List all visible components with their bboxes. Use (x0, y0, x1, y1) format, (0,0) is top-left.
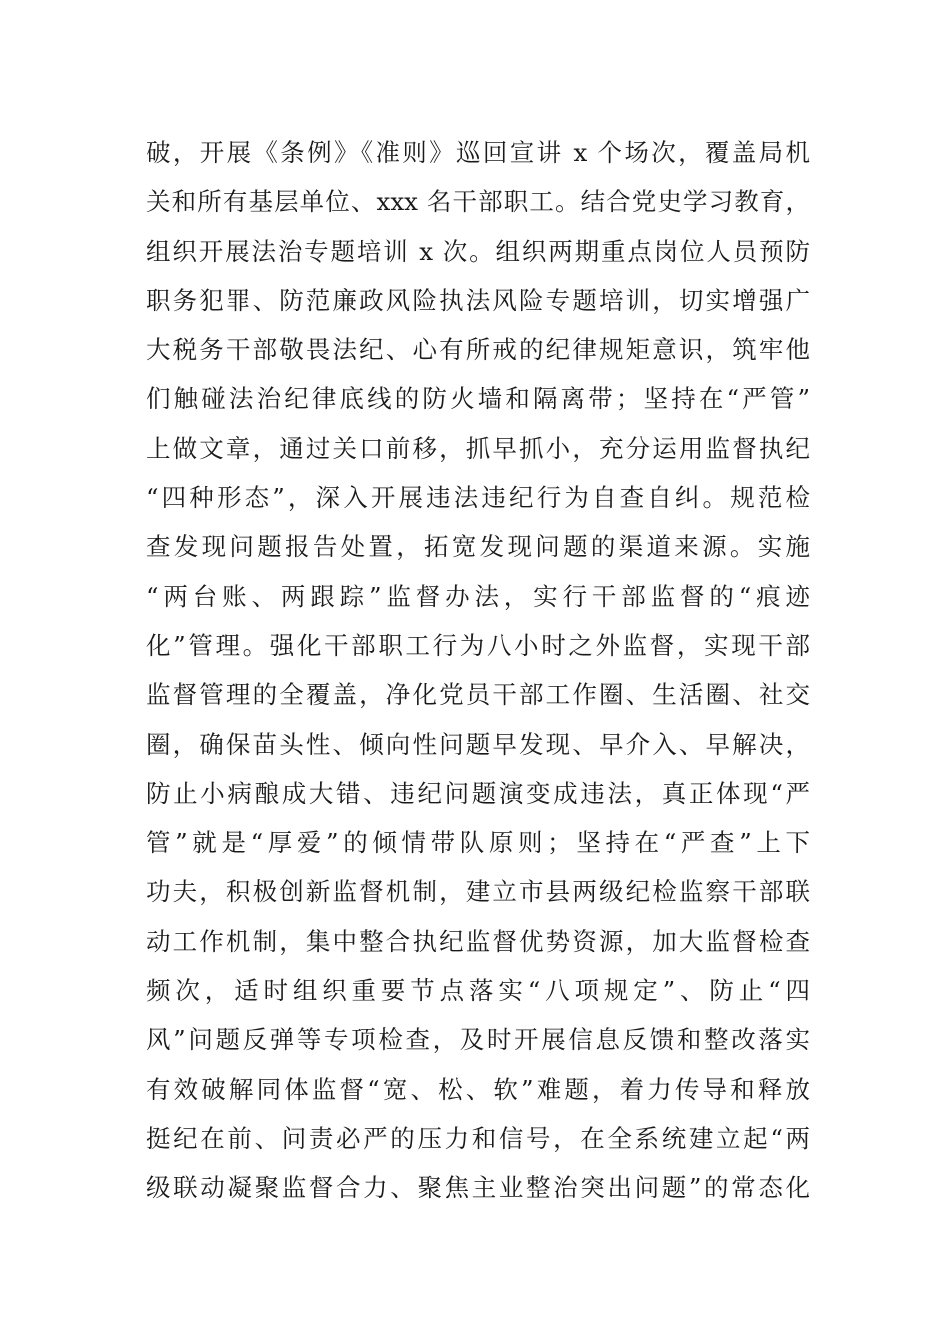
text-line: 们触碰法治纪律底线的防火墙和隔离带；坚持在“严管” (146, 384, 810, 414)
text-line: 查发现问题报告处置，拓宽发现问题的渠道来源。实施 (146, 532, 810, 562)
text-line: 圈，确保苗头性、倾向性问题早发现、早介入、早解决， (146, 729, 810, 759)
text-line: 风”问题反弹等专项检查，及时开展信息反馈和整改落实 (146, 1025, 810, 1055)
text-line: 管”就是“厚爱”的倾情带队原则；坚持在“严查”上下 (146, 828, 810, 858)
text-line: 级联动凝聚监督合力、聚焦主业整治突出问题”的常态化 (146, 1173, 810, 1203)
text-line: 关和所有基层单位、xxx 名干部职工。结合党史学习教育， (146, 187, 810, 217)
text-line: “四种形态”，深入开展违法违纪行为自查自纠。规范检 (146, 483, 810, 513)
body-paragraph (146, 128, 810, 1213)
text-line: 化”管理。强化干部职工行为八小时之外监督，实现干部 (146, 630, 810, 660)
text-line: 大税务干部敬畏法纪、心有所戒的纪律规矩意识，筑牢他 (146, 335, 810, 365)
text-line: 破，开展《条例》《准则》巡回宣讲 x 个场次，覆盖局机 (146, 138, 810, 167)
text-line: 挺纪在前、问责必严的压力和信号，在全系统建立起“两 (146, 1123, 810, 1153)
text-line: 功夫，积极创新监督机制，建立市县两级纪检监察干部联 (146, 877, 810, 907)
text-line: 频次，适时组织重要节点落实“八项规定”、防止“四 (146, 976, 810, 1006)
text-line: 监督管理的全覆盖，净化党员干部工作圈、生活圈、社交 (146, 680, 810, 710)
text-line: 防止小病酿成大错、违纪问题演变成违法，真正体现“严 (146, 778, 810, 808)
text-line: 职务犯罪、防范廉政风险执法风险专题培训，切实增强广 (146, 285, 810, 315)
text-line: 组织开展法治专题培训 x 次。组织两期重点岗位人员预防 (146, 236, 810, 266)
text-line: 有效破解同体监督“宽、松、软”难题，着力传导和释放 (146, 1074, 810, 1104)
text-line: “两台账、两跟踪”监督办法，实行干部监督的“痕迹 (146, 581, 810, 611)
text-line: 上做文章，通过关口前移，抓早抓小，充分运用监督执纪 (146, 433, 810, 463)
text-line: 动工作机制，集中整合执纪监督优势资源，加大监督检查 (146, 926, 810, 956)
